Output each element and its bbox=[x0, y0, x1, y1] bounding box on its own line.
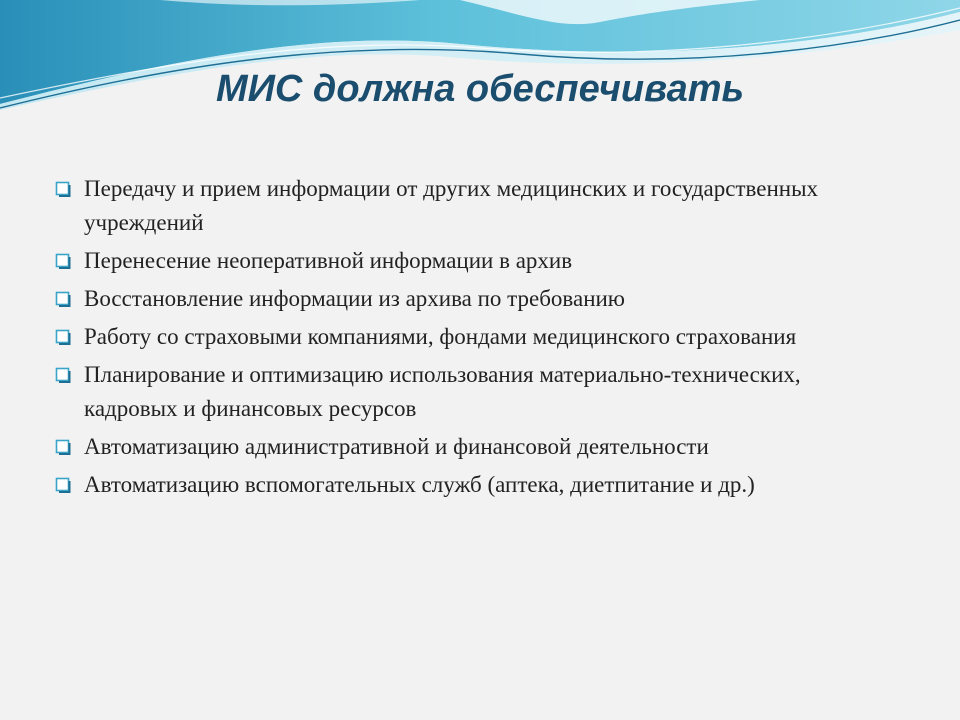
list-item bbox=[55, 172, 895, 240]
list-item bbox=[55, 468, 895, 502]
hollow-square-bullet-icon bbox=[55, 181, 73, 199]
bullet-text: Автоматизацию вспомогательных служб (аптека, диетпитание и др.) bbox=[84, 472, 755, 497]
hollow-square-bullet-icon bbox=[55, 253, 73, 271]
bullet-text: Передачу и прием информации от других медицинских и государственных учреждений bbox=[84, 176, 819, 235]
bullet-text: Планирование и оптимизацию использования материально-технических, кадровых и финансовых ресурсов bbox=[84, 362, 801, 421]
hollow-square-bullet-icon bbox=[55, 291, 73, 309]
bullet-text: Восстановление информации из архива по требованию bbox=[84, 286, 625, 311]
bullet-text: Перенесение неоперативной информации в архив bbox=[84, 248, 573, 273]
list-item bbox=[55, 320, 895, 354]
list-item bbox=[55, 282, 895, 316]
slide-title: МИС должна обеспечивать bbox=[215, 68, 745, 110]
hollow-square-bullet-icon bbox=[55, 477, 73, 495]
list-item bbox=[55, 244, 895, 278]
hollow-square-bullet-icon bbox=[55, 329, 73, 347]
hollow-square-bullet-icon bbox=[55, 439, 73, 457]
list-item bbox=[55, 430, 895, 464]
bullet-text: Работу со страховыми компаниями, фондами медицинского страхования bbox=[84, 324, 797, 349]
bullet-text: Автоматизацию административной и финансовой деятельности bbox=[84, 434, 709, 459]
hollow-square-bullet-icon bbox=[55, 367, 73, 385]
bullet-list bbox=[55, 172, 895, 506]
list-item bbox=[55, 358, 895, 426]
